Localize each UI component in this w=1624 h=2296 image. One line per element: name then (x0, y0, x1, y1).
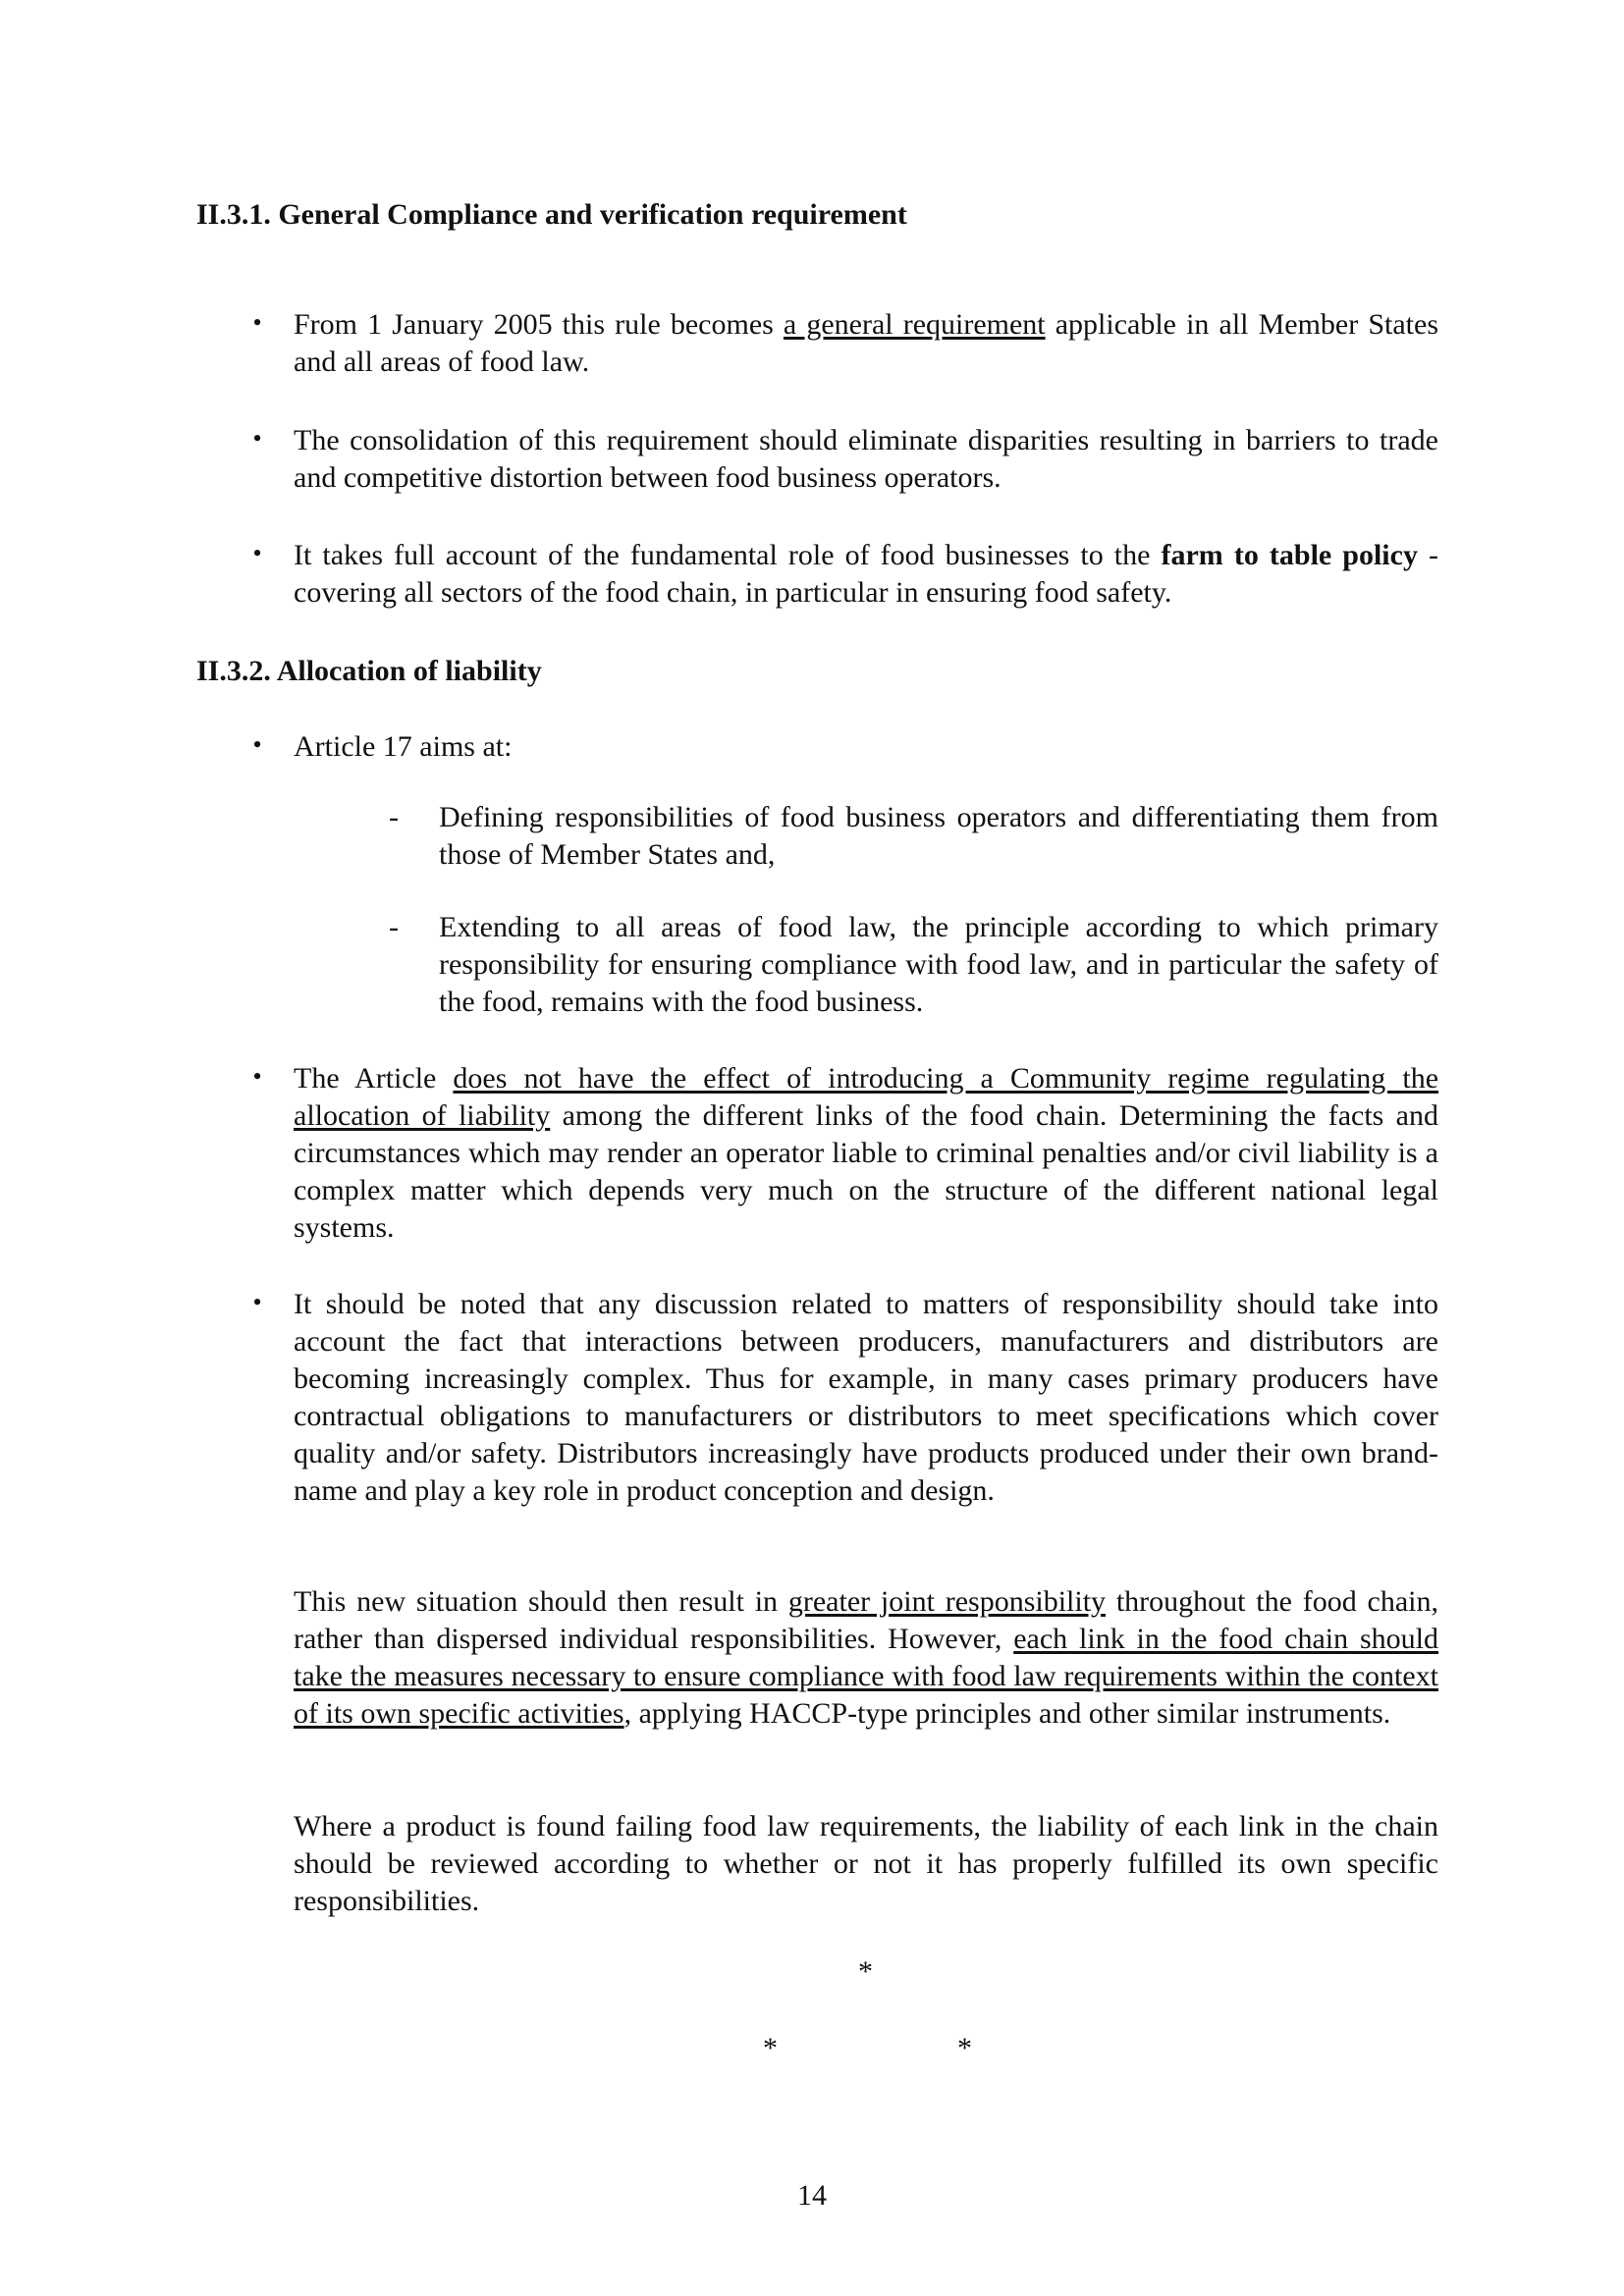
text-span: This new situation should then result in (294, 1585, 788, 1618)
bullet-icon: • (252, 1062, 262, 1091)
bullet-icon: • (252, 308, 262, 337)
underlined-text: each link in the food chain should take the measures necessary to ensure compliance with food law requirements within the context of its own specific activities (294, 1623, 1438, 1730)
section-heading-compliance: II.3.1. General Compliance and verification requirement (196, 198, 907, 231)
underlined-text: a general requirement (783, 308, 1046, 341)
underlined-text: greater joint responsibility (787, 1585, 1107, 1618)
subitem-defining: Defining responsibilities of food business operators and differentiating them from those of Member States and, (439, 801, 1438, 871)
page-number: 14 (797, 2179, 827, 2212)
bullet-icon: • (252, 1288, 262, 1316)
dash-marker: - (389, 801, 399, 833)
noted-para: It should be noted that any discussion related to matters of responsibility should take into account the fact that interactions between producers, manufacturers and distributors are becoming increasingly complex. Thus for example, in many cases primary producers have contractual obligations to manufacturers or distributors to meet specifications which cover quality and/or safety. Distributors increasingly have products produced under their own brand-name and play a key role in product conception and design. (294, 1288, 1438, 1507)
subitem-extending: Extending to all areas of food law, the principle according to which primary responsibility for ensuring compliance with food law, and in particular the safety of the food, remains with the food business. (439, 911, 1438, 1018)
asterisk-left: * (763, 2032, 778, 2064)
bullet-icon: • (252, 539, 262, 567)
text-span: It takes full account of the fundamental role of food businesses to the (294, 539, 1162, 571)
text-span: among the different links of the food chain. Determining the facts and circumstances which may render an operator liable to criminal penalties and/or civil liability is a complex matter which depends very much on the structure of the different national legal systems. (294, 1099, 1438, 1244)
text-span: applicable in all Member States and all areas of food law. (294, 308, 1438, 378)
underlined-text: does not have the effect of introducing a Community regime regulating the allocation of liability (294, 1062, 1439, 1132)
bullet-farm-to-table (294, 537, 1438, 612)
article-intro: Article 17 aims at: (294, 730, 513, 763)
text-span: , applying HACCP-type principles and other similar instruments. (623, 1697, 1391, 1730)
text-span: The Article (294, 1062, 454, 1095)
asterisk-top: * (858, 1955, 873, 1988)
text-span: - covering all sectors of the food chain, in particular in ensuring food safety. (294, 539, 1438, 609)
bullet-consolidation: The consolidation of this requirement should eliminate disparities resulting in barriers to trade and competitive distortion between food business operators. (294, 424, 1438, 494)
bullet-general-requirement (294, 306, 1438, 381)
asterisk-right: * (957, 2032, 972, 2064)
bullet-icon: • (252, 424, 262, 453)
article-liability-para (294, 1060, 1438, 1247)
text-span: throughout the food chain, rather than dispersed individual responsibilities. However, (294, 1585, 1438, 1655)
section-heading-liability: II.3.2. Allocation of liability (196, 655, 542, 687)
bold-text: farm to table policy (1161, 539, 1418, 571)
dash-marker: - (389, 911, 399, 943)
bullet-icon: • (252, 730, 262, 759)
failing-para: Where a product is found failing food law requirements, the liability of each link in the chain should be reviewed according to whether or not it has properly fulfilled its own specific responsibilities. (294, 1810, 1438, 1917)
text-span: From 1 January 2005 this rule becomes (294, 308, 784, 341)
joint-responsibility-para (294, 1583, 1438, 1733)
